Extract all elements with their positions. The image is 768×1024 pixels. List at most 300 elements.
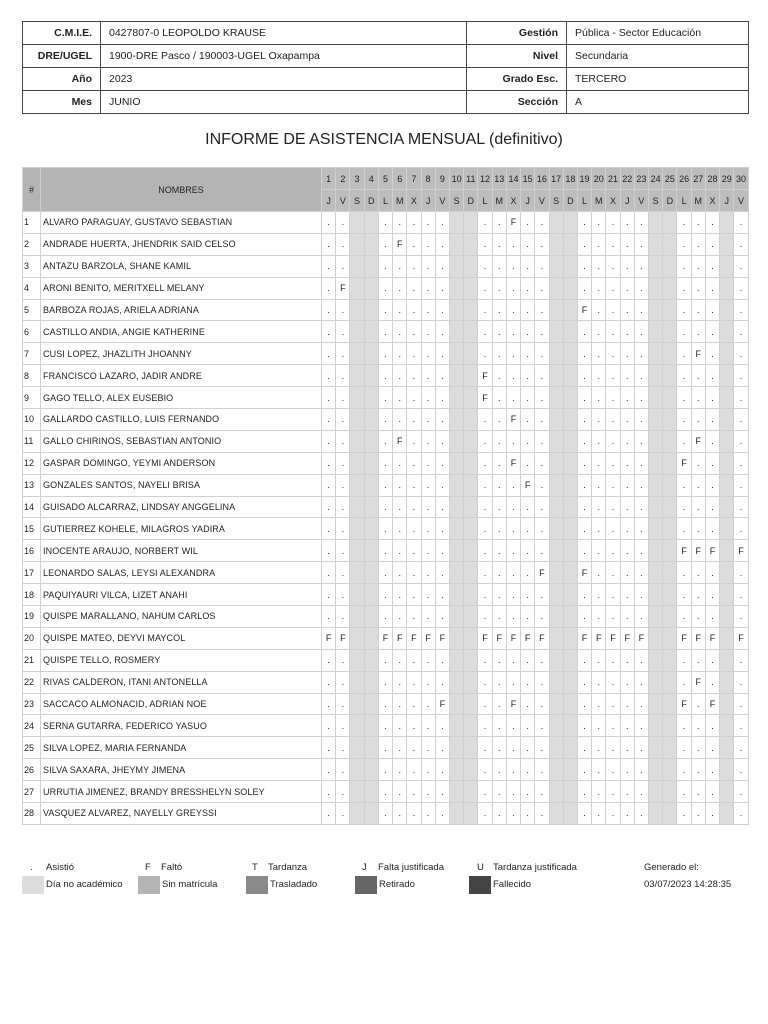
attendance-mark: . <box>492 409 506 431</box>
non-academic-cell <box>663 759 677 781</box>
non-academic-cell <box>364 693 378 715</box>
attendance-mark: . <box>435 715 449 737</box>
attendance-mark: . <box>592 693 606 715</box>
non-academic-cell <box>649 343 663 365</box>
non-academic-cell <box>649 627 663 649</box>
attendance-mark: . <box>421 212 435 234</box>
non-academic-cell <box>663 606 677 628</box>
attendance-mark: . <box>421 255 435 277</box>
attendance-mark: . <box>506 474 520 496</box>
attendance-mark: . <box>322 803 336 825</box>
day-number-header: 28 <box>705 168 719 190</box>
attendance-mark: . <box>606 277 620 299</box>
attendance-mark: . <box>421 343 435 365</box>
non-academic-cell <box>649 474 663 496</box>
attendance-mark: . <box>592 387 606 409</box>
attendance-mark: . <box>620 343 634 365</box>
weekday-header: V <box>336 190 350 212</box>
absence-mark: F <box>691 671 705 693</box>
non-academic-cell <box>549 212 563 234</box>
attendance-mark: . <box>478 606 492 628</box>
non-academic-cell <box>464 255 478 277</box>
non-academic-cell <box>350 474 364 496</box>
non-academic-cell <box>464 671 478 693</box>
attendance-mark: . <box>535 781 549 803</box>
attendance-mark: . <box>478 452 492 474</box>
attendance-mark: . <box>393 518 407 540</box>
attendance-mark: . <box>421 409 435 431</box>
non-academic-cell <box>549 693 563 715</box>
attendance-mark: . <box>478 277 492 299</box>
attendance-mark: . <box>592 715 606 737</box>
attendance-mark: . <box>521 299 535 321</box>
non-academic-cell <box>464 409 478 431</box>
student-number: 25 <box>23 737 41 759</box>
non-academic-cell <box>563 606 577 628</box>
attendance-mark: . <box>378 540 392 562</box>
attendance-mark: . <box>478 409 492 431</box>
absence-mark: F <box>393 233 407 255</box>
attendance-mark: . <box>393 299 407 321</box>
attendance-mark: . <box>393 409 407 431</box>
non-academic-cell <box>663 387 677 409</box>
day-number-header: 23 <box>634 168 648 190</box>
attendance-mark: . <box>435 518 449 540</box>
attendance-mark: . <box>492 299 506 321</box>
attendance-mark: . <box>634 671 648 693</box>
attendance-mark: . <box>521 759 535 781</box>
attendance-mark: . <box>407 518 421 540</box>
attendance-mark: . <box>606 409 620 431</box>
attendance-mark: . <box>322 212 336 234</box>
student-row <box>23 803 749 825</box>
attendance-mark: . <box>620 277 634 299</box>
attendance-mark: . <box>378 496 392 518</box>
absence-mark: F <box>691 343 705 365</box>
non-academic-cell <box>563 343 577 365</box>
non-academic-cell <box>720 409 734 431</box>
legend-code-label: Tardanza <box>268 862 308 873</box>
attendance-mark: . <box>506 562 520 584</box>
absence-mark: F <box>620 627 634 649</box>
attendance-mark: . <box>407 474 421 496</box>
day-number-header: 9 <box>435 168 449 190</box>
attendance-mark: . <box>592 584 606 606</box>
attendance-mark: . <box>435 759 449 781</box>
non-academic-cell <box>720 496 734 518</box>
student-name: QUISPE MARALLANO, NAHUM CARLOS <box>41 606 322 628</box>
non-academic-cell <box>464 233 478 255</box>
attendance-mark: . <box>322 474 336 496</box>
attendance-mark: . <box>478 562 492 584</box>
attendance-mark: . <box>478 255 492 277</box>
student-number: 11 <box>23 430 41 452</box>
non-academic-cell <box>549 562 563 584</box>
attendance-mark: . <box>492 277 506 299</box>
non-academic-cell <box>649 671 663 693</box>
non-academic-cell <box>649 299 663 321</box>
non-academic-cell <box>449 233 463 255</box>
attendance-mark: . <box>336 430 350 452</box>
attendance-mark: . <box>393 540 407 562</box>
non-academic-cell <box>663 496 677 518</box>
attendance-mark: . <box>734 474 748 496</box>
attendance-mark: . <box>435 430 449 452</box>
weekday-header: V <box>734 190 748 212</box>
non-academic-cell <box>449 255 463 277</box>
student-row <box>23 540 749 562</box>
attendance-mark: . <box>592 409 606 431</box>
attendance-mark: . <box>407 255 421 277</box>
student-name: SILVA SAXARA, JHEYMY JIMENA <box>41 759 322 781</box>
attendance-mark: . <box>634 584 648 606</box>
attendance-mark: . <box>393 387 407 409</box>
attendance-mark: . <box>492 518 506 540</box>
attendance-mark: . <box>336 299 350 321</box>
attendance-grid <box>22 167 749 825</box>
attendance-mark: . <box>620 562 634 584</box>
student-name: INOCENTE ARAUJO, NORBERT WIL <box>41 540 322 562</box>
non-academic-cell <box>549 452 563 474</box>
info-row <box>23 22 749 45</box>
attendance-mark: . <box>322 321 336 343</box>
attendance-mark: . <box>393 343 407 365</box>
attendance-mark: . <box>677 409 691 431</box>
attendance-mark: . <box>606 212 620 234</box>
info-value: Secundaria <box>567 45 749 68</box>
attendance-mark: . <box>691 365 705 387</box>
attendance-mark: . <box>393 212 407 234</box>
info-value: Pública - Sector Educación <box>567 22 749 45</box>
non-academic-cell <box>364 365 378 387</box>
student-number: 3 <box>23 255 41 277</box>
non-academic-cell <box>563 693 577 715</box>
non-academic-cell <box>663 803 677 825</box>
attendance-mark: . <box>634 452 648 474</box>
attendance-mark: . <box>677 430 691 452</box>
day-number-header: 27 <box>691 168 705 190</box>
non-academic-cell <box>449 474 463 496</box>
attendance-mark: . <box>634 212 648 234</box>
attendance-mark: . <box>478 430 492 452</box>
attendance-mark: . <box>407 584 421 606</box>
attendance-mark: . <box>535 671 549 693</box>
legend-code-label: Asistió <box>46 862 74 873</box>
non-academic-cell <box>364 584 378 606</box>
attendance-mark: . <box>634 606 648 628</box>
attendance-mark: . <box>634 474 648 496</box>
attendance-mark: . <box>393 759 407 781</box>
legend-code-label: Tardanza justificada <box>493 862 577 873</box>
attendance-mark: . <box>421 321 435 343</box>
non-academic-cell <box>449 321 463 343</box>
attendance-mark: . <box>592 496 606 518</box>
attendance-mark: . <box>677 277 691 299</box>
student-name: SILVA LOPEZ, MARIA FERNANDA <box>41 737 322 759</box>
absence-mark: F <box>336 277 350 299</box>
attendance-mark: . <box>577 343 591 365</box>
attendance-mark: . <box>393 584 407 606</box>
day-number-header: 13 <box>492 168 506 190</box>
attendance-mark: . <box>677 474 691 496</box>
non-academic-cell <box>449 496 463 518</box>
attendance-mark: . <box>535 212 549 234</box>
attendance-mark: . <box>577 715 591 737</box>
attendance-mark: . <box>407 233 421 255</box>
attendance-mark: . <box>705 562 719 584</box>
attendance-mark: . <box>336 562 350 584</box>
attendance-mark: . <box>620 212 634 234</box>
attendance-mark: . <box>407 715 421 737</box>
attendance-mark: . <box>378 452 392 474</box>
attendance-mark: . <box>407 671 421 693</box>
names-header: NOMBRES <box>41 168 322 212</box>
student-number: 10 <box>23 409 41 431</box>
attendance-mark: . <box>577 649 591 671</box>
non-academic-cell <box>563 781 577 803</box>
student-number: 26 <box>23 759 41 781</box>
attendance-mark: . <box>606 584 620 606</box>
attendance-mark: . <box>535 584 549 606</box>
info-row <box>23 68 749 91</box>
absence-mark: F <box>378 627 392 649</box>
attendance-mark: . <box>322 496 336 518</box>
non-academic-cell <box>720 671 734 693</box>
attendance-mark: . <box>592 759 606 781</box>
non-academic-cell <box>649 255 663 277</box>
attendance-mark: . <box>336 671 350 693</box>
attendance-mark: . <box>407 496 421 518</box>
non-academic-cell <box>350 649 364 671</box>
attendance-mark: . <box>435 649 449 671</box>
attendance-mark: . <box>393 496 407 518</box>
attendance-mark: . <box>421 562 435 584</box>
student-row <box>23 365 749 387</box>
non-academic-cell <box>720 277 734 299</box>
attendance-mark: . <box>535 496 549 518</box>
attendance-mark: . <box>535 343 549 365</box>
legend-code-symbol: . <box>30 862 33 873</box>
absence-mark: F <box>506 409 520 431</box>
attendance-mark: . <box>407 737 421 759</box>
non-academic-cell <box>449 518 463 540</box>
attendance-mark: . <box>620 671 634 693</box>
weekday-header: D <box>464 190 478 212</box>
attendance-mark: . <box>336 409 350 431</box>
attendance-mark: . <box>421 649 435 671</box>
attendance-mark: . <box>506 737 520 759</box>
attendance-mark: . <box>435 737 449 759</box>
info-row <box>23 91 749 114</box>
attendance-mark: . <box>506 496 520 518</box>
attendance-mark: . <box>407 409 421 431</box>
attendance-mark: . <box>705 474 719 496</box>
student-row <box>23 299 749 321</box>
attendance-mark: . <box>734 387 748 409</box>
non-academic-cell <box>350 321 364 343</box>
weekday-header: X <box>606 190 620 212</box>
attendance-mark: . <box>677 606 691 628</box>
student-number: 23 <box>23 693 41 715</box>
student-name: SACCACO ALMONACID, ADRIAN NOE <box>41 693 322 715</box>
non-academic-cell <box>350 606 364 628</box>
attendance-mark: . <box>322 781 336 803</box>
attendance-mark: . <box>577 781 591 803</box>
attendance-mark: . <box>592 803 606 825</box>
attendance-mark: . <box>535 737 549 759</box>
student-name: URRUTIA JIMENEZ, BRANDY BRESSHELYN SOLEY <box>41 781 322 803</box>
non-academic-cell <box>663 430 677 452</box>
day-number-header: 6 <box>393 168 407 190</box>
attendance-mark: . <box>521 803 535 825</box>
attendance-mark: . <box>378 299 392 321</box>
attendance-mark: . <box>378 343 392 365</box>
attendance-mark: . <box>592 518 606 540</box>
attendance-mark: . <box>592 365 606 387</box>
non-academic-cell <box>649 496 663 518</box>
non-academic-cell <box>464 627 478 649</box>
non-academic-cell <box>563 212 577 234</box>
non-academic-cell <box>720 649 734 671</box>
attendance-mark: . <box>592 277 606 299</box>
student-row <box>23 649 749 671</box>
attendance-mark: . <box>378 474 392 496</box>
attendance-mark: . <box>734 649 748 671</box>
non-academic-cell <box>449 584 463 606</box>
attendance-mark: . <box>407 540 421 562</box>
absence-mark: F <box>577 562 591 584</box>
non-academic-cell <box>663 321 677 343</box>
absence-mark: F <box>435 693 449 715</box>
attendance-mark: . <box>620 299 634 321</box>
student-row <box>23 430 749 452</box>
non-academic-cell <box>720 518 734 540</box>
student-number: 5 <box>23 299 41 321</box>
attendance-mark: . <box>606 255 620 277</box>
attendance-mark: . <box>435 496 449 518</box>
attendance-mark: . <box>705 409 719 431</box>
non-academic-cell <box>449 430 463 452</box>
absence-mark: F <box>677 693 691 715</box>
attendance-mark: . <box>620 365 634 387</box>
report-title: INFORME DE ASISTENCIA MENSUAL (definitivo) <box>205 131 563 148</box>
attendance-mark: . <box>691 496 705 518</box>
attendance-mark: . <box>336 606 350 628</box>
attendance-mark: . <box>620 518 634 540</box>
attendance-mark: . <box>322 277 336 299</box>
non-academic-cell <box>350 430 364 452</box>
absence-mark: F <box>691 430 705 452</box>
attendance-mark: . <box>478 584 492 606</box>
attendance-mark: . <box>620 584 634 606</box>
non-academic-cell <box>563 649 577 671</box>
student-number: 28 <box>23 803 41 825</box>
attendance-mark: . <box>634 803 648 825</box>
attendance-mark: . <box>336 540 350 562</box>
attendance-mark: . <box>705 803 719 825</box>
attendance-mark: . <box>521 496 535 518</box>
non-academic-cell <box>663 212 677 234</box>
attendance-mark: . <box>322 409 336 431</box>
attendance-mark: . <box>677 212 691 234</box>
attendance-mark: . <box>478 233 492 255</box>
attendance-mark: . <box>677 233 691 255</box>
attendance-mark: . <box>691 584 705 606</box>
attendance-mark: . <box>705 299 719 321</box>
attendance-mark: . <box>322 759 336 781</box>
attendance-mark: . <box>592 233 606 255</box>
attendance-mark: . <box>506 343 520 365</box>
attendance-mark: . <box>734 606 748 628</box>
attendance-mark: . <box>691 737 705 759</box>
attendance-mark: . <box>734 321 748 343</box>
attendance-mark: . <box>705 496 719 518</box>
non-academic-cell <box>563 365 577 387</box>
absence-mark: F <box>592 627 606 649</box>
attendance-mark: . <box>407 452 421 474</box>
attendance-mark: . <box>677 365 691 387</box>
attendance-mark: . <box>506 255 520 277</box>
attendance-mark: . <box>577 474 591 496</box>
attendance-mark: . <box>577 277 591 299</box>
attendance-mark: . <box>705 255 719 277</box>
non-academic-cell <box>549 321 563 343</box>
attendance-mark: . <box>705 387 719 409</box>
attendance-mark: . <box>577 671 591 693</box>
student-name: CUSI LOPEZ, JHAZLITH JHOANNY <box>41 343 322 365</box>
student-number: 17 <box>23 562 41 584</box>
student-number: 18 <box>23 584 41 606</box>
non-academic-cell <box>464 343 478 365</box>
non-academic-cell <box>364 452 378 474</box>
attendance-mark: . <box>492 584 506 606</box>
student-row <box>23 452 749 474</box>
attendance-mark: . <box>407 606 421 628</box>
attendance-mark: . <box>535 693 549 715</box>
non-academic-cell <box>549 277 563 299</box>
attendance-mark: . <box>705 365 719 387</box>
non-academic-cell <box>549 737 563 759</box>
non-academic-cell <box>649 649 663 671</box>
day-number-header: 4 <box>364 168 378 190</box>
non-academic-cell <box>663 737 677 759</box>
legend-code-label: Falta justificada <box>378 862 445 873</box>
attendance-mark: . <box>606 474 620 496</box>
attendance-mark: . <box>705 277 719 299</box>
non-academic-cell <box>720 584 734 606</box>
attendance-mark: . <box>691 693 705 715</box>
non-academic-cell <box>663 233 677 255</box>
header-info-table <box>22 21 749 114</box>
attendance-mark: . <box>378 212 392 234</box>
non-academic-cell <box>350 737 364 759</box>
non-academic-cell <box>549 803 563 825</box>
attendance-mark: . <box>620 430 634 452</box>
student-number: 2 <box>23 233 41 255</box>
attendance-mark: . <box>620 606 634 628</box>
attendance-mark: . <box>506 365 520 387</box>
attendance-mark: . <box>606 496 620 518</box>
attendance-mark: . <box>691 255 705 277</box>
attendance-mark: . <box>606 671 620 693</box>
attendance-mark: . <box>634 299 648 321</box>
attendance-mark: . <box>322 671 336 693</box>
attendance-mark: . <box>435 584 449 606</box>
attendance-mark: . <box>705 671 719 693</box>
attendance-mark: . <box>435 562 449 584</box>
attendance-mark: . <box>677 343 691 365</box>
student-name: GONZALES SANTOS, NAYELI BRISA <box>41 474 322 496</box>
